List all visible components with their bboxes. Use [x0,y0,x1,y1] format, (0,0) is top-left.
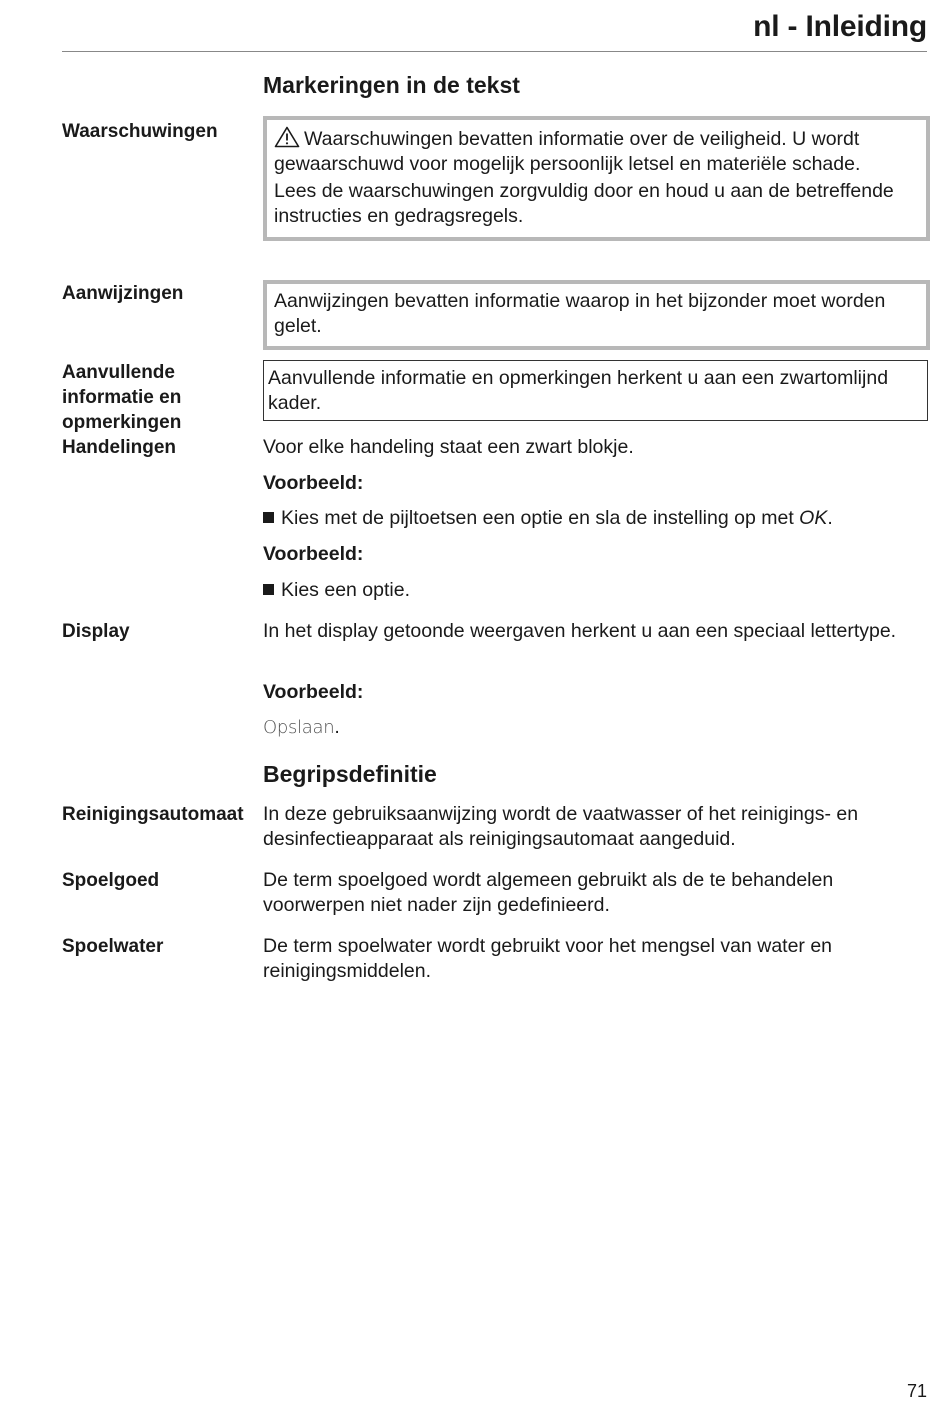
example-label-2: Voorbeeld: [263,543,364,565]
example-label-1: Voorbeeld: [263,472,364,494]
side-label-term-3: Spoelwater [62,936,164,957]
info-text: Aanvullende informatie en opmerkingen herkent u aan een zwartomlijnd kader. [268,367,889,414]
page-number: 71 [906,1381,927,1401]
term-text-1: In deze gebruiksaanwijzing wordt de vaatwasser of het reinigings- en desinfectieapparaat als reinigingsautomaat aangeduid. [263,803,859,850]
side-label-display: Display [62,621,130,642]
section-title-definitions: Begripsdefinitie [263,761,437,787]
warning-text-1: Waarschuwingen bevatten informatie over de veiligheid. U wordt gewaarschuwd voor mogelijk persoonlijk letsel en materiële schade. [274,128,861,175]
actions-text: Voor elke handeling staat een zwart blokje. [263,436,634,458]
note-box [263,280,930,350]
side-label-actions: Handelingen [62,437,177,458]
black-square-icon [263,512,274,523]
black-square-icon [263,584,274,595]
ok-key-label: OK [799,507,828,529]
display-example-value: Opslaan [263,717,335,738]
side-label-term-2: Spoelgoed [62,870,160,891]
warning-triangle-icon [274,126,300,148]
display-text: In het display getoonde weergaven herkent u aan een speciaal lettertype. [263,620,897,642]
note-text: Aanwijzingen bevatten informatie waarop in het bijzonder moet worden gelet. [274,290,886,337]
section-title-markings: Markeringen in de tekst [263,72,520,98]
info-box [263,360,928,421]
side-label-info: Aanvullende informatie en opmerkingen [62,362,182,433]
header-divider [62,51,927,52]
page-header-title: nl - Inleiding [753,10,927,43]
term-text-2: De term spoelgoed wordt algemeen gebruikt als de te behandelen voorwerpen niet nader zijn gedefinieerd. [263,869,834,916]
action-step-2: Kies een optie. [263,578,928,603]
side-label-term-1: Reinigingsautomaat [62,804,244,825]
warning-box [263,116,930,241]
action-step-1: Kies met de pijltoetsen een optie en sla de instelling op met OK. [263,506,928,531]
warning-text-2: Lees de waarschuwingen zorgvuldig door en houd u aan de betreffende instructies en gedragsregels. [274,180,894,227]
example-label-3: Voorbeeld: [263,681,364,703]
display-example: Opslaan. [263,716,340,738]
side-label-warnings: Waarschuwingen [62,121,218,142]
term-text-3: De term spoelwater wordt gebruikt voor het mengsel van water en reinigingsmiddelen. [263,935,833,982]
side-label-notes: Aanwijzingen [62,283,184,304]
